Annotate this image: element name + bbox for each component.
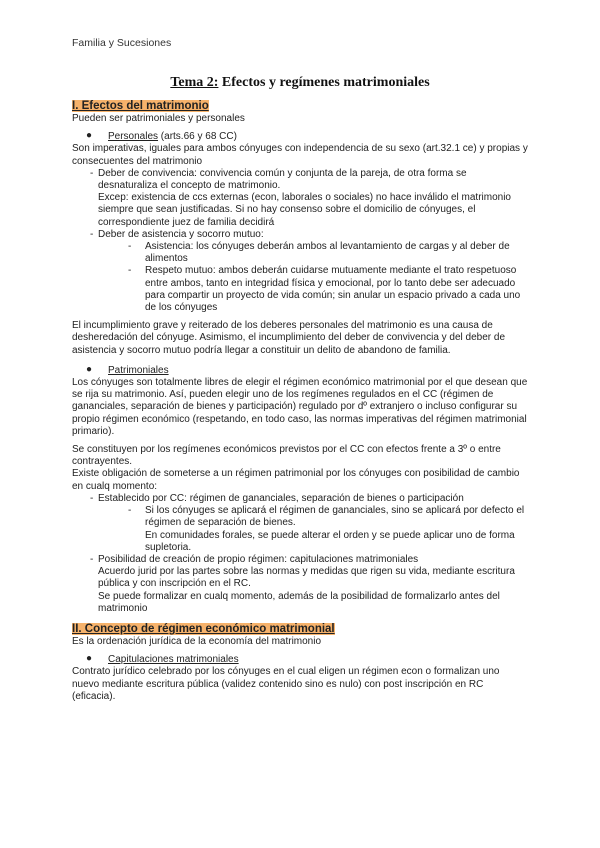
incumplimiento-text: El incumplimiento grave y reiterado de los deberes personales del matrimonio es una causa de desheredación del cónyuge. Asimismo, el incumplimiento del deber de convivencia y del deber de asistencia y socorro mutuo podría llegar a constituir un delito de abandono de familia. <box>72 320 506 356</box>
bullet-icon: ● <box>86 363 93 375</box>
dash-icon: - <box>90 492 94 504</box>
sublist-item-gananciales: - Si los cónyuges se aplicará el régimen de gananciales, sino se aplicará por defecto el régimen de separación de bienes. <box>128 505 525 529</box>
list-item-capitulaciones-acuerdo: Acuerdo jurid por las partes sobre las normas y medidas que rigen su vida, mediante escritura pública y con inscripción en el RC. <box>98 566 515 590</box>
bullet-patrimoniales <box>72 365 528 377</box>
list-item-capitulaciones: - Posibilidad de creación de propio régimen: capitulaciones matrimoniales <box>90 553 419 565</box>
sublist-item-forales: En comunidades forales, se puede alterar el orden y se puede aplicar uno de forma supletoria. <box>145 529 515 553</box>
list-item-establecido: - Establecido por CC: régimen de gananciales, separación de bienes o participación <box>90 492 464 504</box>
dash-icon: - <box>90 167 94 179</box>
section-heading-2: II. Concepto de régimen económico matrimonial <box>72 622 335 635</box>
bullet-personales <box>72 131 528 143</box>
dash-icon: - <box>90 553 94 565</box>
patrimoniales-text: Los cónyuges son totalmente libres de elegir el régimen económico matrimonial por el que desean que se rija su matrimonio. Así, pueden elegir uno de los regímenes regulados en el CC (régimen de gananciales, separación de bienes y participación) regulado por dº extranjero o incluso configurar su propio régimen económico (respetando, en todo caso, las normas imperativas del régimen matrimonial primario). <box>72 377 528 437</box>
dash-icon: - <box>128 265 132 277</box>
document-body <box>72 100 528 703</box>
dash-icon: - <box>128 241 132 253</box>
list-item-asistencia: - Deber de asistencia y socorro mutuo: <box>90 228 264 240</box>
section-heading-1: I. Efectos del matrimonio <box>72 100 209 112</box>
title-prefix: Tema 2: <box>170 75 219 90</box>
capitulaciones-text: Contrato jurídico celebrado por los cónyuges en el cual eligen un régimen econ o formalizan uno nuevo mediante escritura pública (validez contenido sino es nulo) con post inscripción en RC (eficacia). <box>72 666 500 702</box>
list-item-convivencia: - Deber de convivencia: convivencia común y conjunta de la pareja, de otra forma se desnaturaliza el concepto de matrimonio. <box>90 167 467 192</box>
page-header: Familia y Sucesiones <box>72 37 172 49</box>
capitulaciones-label: Capitulaciones matrimoniales <box>108 654 239 666</box>
bullet-icon: ● <box>86 130 93 142</box>
sublist-item-respeto: - Respeto mutuo: ambos deberán cuidarse mutuamente mediante el trato respetuoso entre ambos, tanto en integridad física y emocional, por lo tanto debe ser adecuado para compartir un proyecto de vida común; sin anular un espacio privado a cada uno de los cónyuges <box>128 265 521 314</box>
dash-icon: - <box>90 228 94 240</box>
personales-ref: (arts.66 y 68 CC) <box>158 131 237 143</box>
page-title <box>0 75 600 91</box>
section-2-intro: Es la ordenación jurídica de la economía del matrimonio <box>72 635 322 647</box>
bullet-capitulaciones <box>72 654 528 666</box>
sublist-item-asistencia: - Asistencia: los cónyuges deberán ambos al levantamiento de cargas y al deber de alimentos <box>128 241 510 265</box>
list-item-convivencia-excep: Excep: existencia de ccs externas (econ, laborales o sociales) no hace inválido el matrimonio siempre que sean justificadas. Si no hay consenso sobre el domicilio de cónyuges, el correspondiente juez de familia decidirá <box>98 192 511 228</box>
patrimoniales-label: Patrimoniales <box>108 364 169 376</box>
bullet-icon: ● <box>86 653 93 665</box>
list-item-capitulaciones-formalizar: Se puede formalizar en cualq momento, además de la posibilidad de formalizarlo antes del matrimonio <box>98 590 500 614</box>
personales-label: Personales <box>108 131 159 143</box>
title-rest: Efectos y regímenes matrimoniales <box>218 75 430 90</box>
section-1-intro: Pueden ser patrimoniales y personales <box>72 113 245 124</box>
obligacion-text: Existe obligación de someterse a un régimen patrimonial por los cónyuges con posibilidad de cambio en cualq momento: <box>72 468 520 492</box>
dash-icon: - <box>128 505 132 517</box>
personales-text: Son imperativas, iguales para ambos cónyuges con independencia de su sexo (art.32.1 ce) y propias y consecuentes del matrimonio <box>72 143 528 167</box>
constituyen-text: Se constituyen por los regímenes económicos previstos por el CC con efectos frente a 3º o entre contrayentes. <box>72 444 501 468</box>
